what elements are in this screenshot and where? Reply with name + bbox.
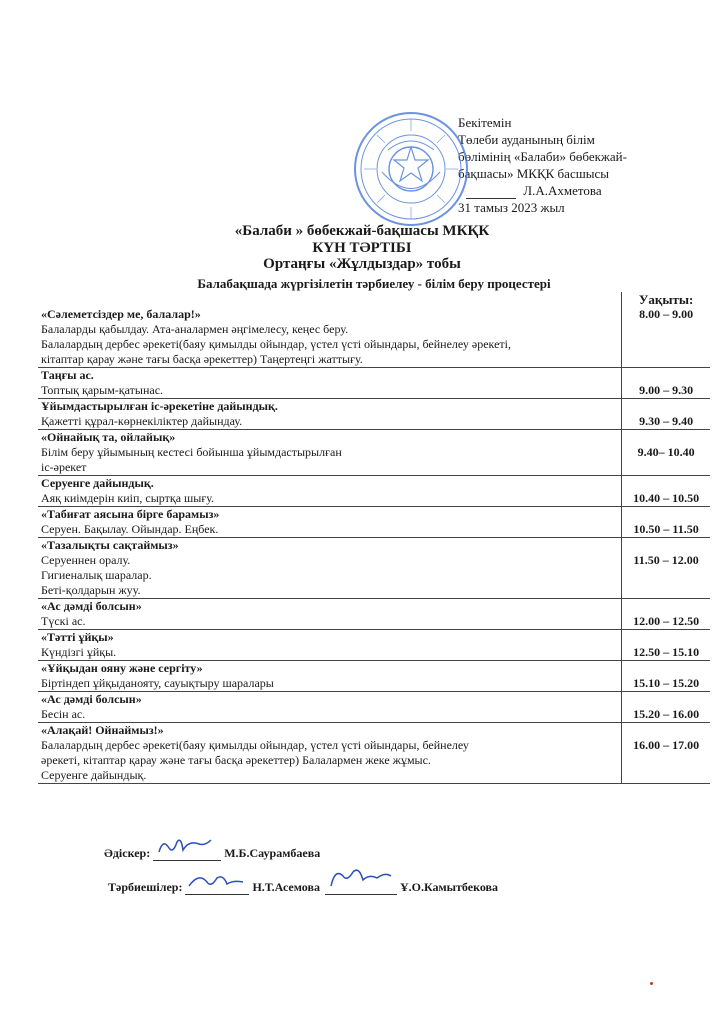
time-header: Уақыты:	[622, 292, 710, 307]
activity-line: Түскі ас.	[41, 614, 86, 628]
teachers-label: Тәрбиешілер:	[108, 880, 183, 894]
signature-line	[466, 184, 516, 199]
activity-title: «Ойнайық та, ойлайық»	[41, 430, 176, 444]
activity-line: Күндізгі ұйқы.	[41, 645, 117, 659]
organization-title: «Балаби » бөбекжай-бақшасы МКҚК	[234, 223, 490, 239]
activity-line: Қажетті құрал-көрнекіліктер дайындау.	[41, 414, 243, 428]
activity-line: Балаларды қабылдау. Ата-аналармен әңгімелесу, кеңес беру.	[41, 322, 349, 336]
table-row	[38, 661, 710, 692]
activity-time: 11.50 – 12.00	[622, 538, 710, 599]
activity-time: 12.00 – 12.50	[622, 599, 710, 630]
table-row	[38, 507, 710, 538]
approval-block	[458, 114, 708, 216]
activity-time: 9.30 – 9.40	[622, 399, 710, 430]
activity-time: 15.10 – 15.20	[622, 661, 710, 692]
activity-time: 16.00 – 17.00	[622, 723, 710, 784]
table-row	[38, 368, 710, 399]
teacher2-name: Ұ.О.Камытбекова	[399, 880, 499, 894]
table-header-row	[38, 292, 710, 307]
table-row	[38, 430, 710, 476]
process-header: Балабақшада жүргізілетін тәрбиелеу - білім беру процестері	[197, 276, 551, 291]
table-row	[38, 538, 710, 599]
approval-line: Бекітемін	[458, 115, 512, 130]
activity-line: Балалардың дербес әрекеті(баяу қимылды ойындар, үстел үсті ойындары, бейнелеу	[41, 738, 469, 752]
activity-line: Беті-қолдарын жуу.	[41, 583, 141, 597]
group-title: Ортаңғы «Жұлдыздар» тобы	[263, 256, 461, 272]
table-row	[38, 630, 710, 661]
activity-line: әрекеті, кітаптар қарау және тағы басқа әрекеттер) Балалармен жеке жұмыс.	[41, 753, 431, 767]
methodist-signature	[104, 846, 320, 861]
signature-line	[153, 846, 221, 861]
table-row	[38, 399, 710, 430]
activity-time: 8.00 – 9.00	[622, 307, 710, 368]
activity-title: «Тәтті ұйқы»	[41, 630, 114, 644]
approval-director	[458, 182, 708, 199]
table-row	[38, 723, 710, 784]
teachers-signature	[108, 880, 498, 895]
activity-title: «Алақай! Ойнаймыз!»	[41, 723, 164, 737]
schedule-table	[38, 276, 710, 784]
activity-title: «Табиғат аясына бірге барамыз»	[41, 507, 220, 521]
activity-line: Біртіндеп ұйқыданояту, сауықтыру шаралары	[41, 676, 274, 690]
activity-title: «Ұйқыдан ояну және сергіту»	[41, 661, 203, 675]
handwritten-signature	[325, 866, 397, 892]
activity-title: «Тазалықты сақтаймыз»	[41, 538, 179, 552]
table-row	[38, 599, 710, 630]
approval-line: бақшасы» МКҚК басшысы	[458, 166, 609, 181]
activity-title: «Ас дәмді болсын»	[41, 692, 142, 706]
official-stamp-seal	[352, 110, 470, 228]
activity-line: Топтық қарым-қатынас.	[41, 383, 164, 397]
activity-time: 10.40 – 10.50	[622, 476, 710, 507]
activity-time: 9.40– 10.40	[622, 430, 710, 476]
table-row	[38, 692, 710, 723]
activity-time: 9.00 – 9.30	[622, 368, 710, 399]
activity-line: кітаптар қарау және тағы басқа әрекеттер) Таңертеңгі жаттығу.	[41, 352, 363, 366]
methodist-name: М.Б.Саурамбаева	[224, 846, 321, 860]
methodist-label: Әдіскер:	[104, 846, 151, 860]
activity-line: Серуен. Бақылау. Ойындар. Еңбек.	[41, 522, 219, 536]
table-row	[38, 476, 710, 507]
activity-line: Бесін ас.	[41, 707, 86, 721]
activity-title: Ұйымдастырылған іс-әрекетіне дайындық.	[41, 399, 278, 413]
activity-time: 15.20 – 16.00	[622, 692, 710, 723]
approval-line: Төлеби ауданының білім	[458, 132, 595, 147]
activity-time: 12.50 – 15.10	[622, 630, 710, 661]
approval-line: бөлімінің «Балаби» бөбекжай-	[458, 149, 627, 164]
approval-date: 31 тамыз 2023 жыл	[458, 200, 565, 215]
activity-title: Серуенге дайындық.	[41, 476, 154, 490]
ink-dot	[650, 982, 653, 985]
activity-line: Серуеннен оралу.	[41, 553, 131, 567]
activity-line: Білім беру ұйымының кестесі бойынша ұйымдастырылған	[41, 445, 342, 459]
document-title: КҮН ТӘРТІБІ	[312, 240, 412, 256]
table-row	[38, 307, 710, 368]
activity-time: 10.50 – 11.50	[622, 507, 710, 538]
activity-title: «Ас дәмді болсын»	[41, 599, 142, 613]
activity-line: іс-әрекет	[41, 460, 87, 474]
activity-title: «Сәлеметсіздер ме, балалар!»	[41, 307, 201, 321]
director-name: Л.А.Ахметова	[523, 183, 602, 198]
activity-line: Балалардың дербес әрекеті(баяу қимылды ойындар, үстел үсті ойындары, бейнелеу әрекеті,	[41, 337, 511, 351]
signature-line	[185, 880, 249, 895]
handwritten-signature	[185, 870, 249, 892]
teacher1-name: Н.Т.Асемова	[252, 880, 320, 894]
activity-line: Аяқ киімдерін киіп, сыртқа шығу.	[41, 491, 215, 505]
activity-line: Серуенге дайындық.	[41, 768, 147, 782]
activity-title: Таңғы ас.	[41, 368, 94, 382]
signature-line	[325, 880, 397, 895]
activity-line: Гигиеналық шаралар.	[41, 568, 152, 582]
handwritten-signature	[153, 834, 221, 856]
